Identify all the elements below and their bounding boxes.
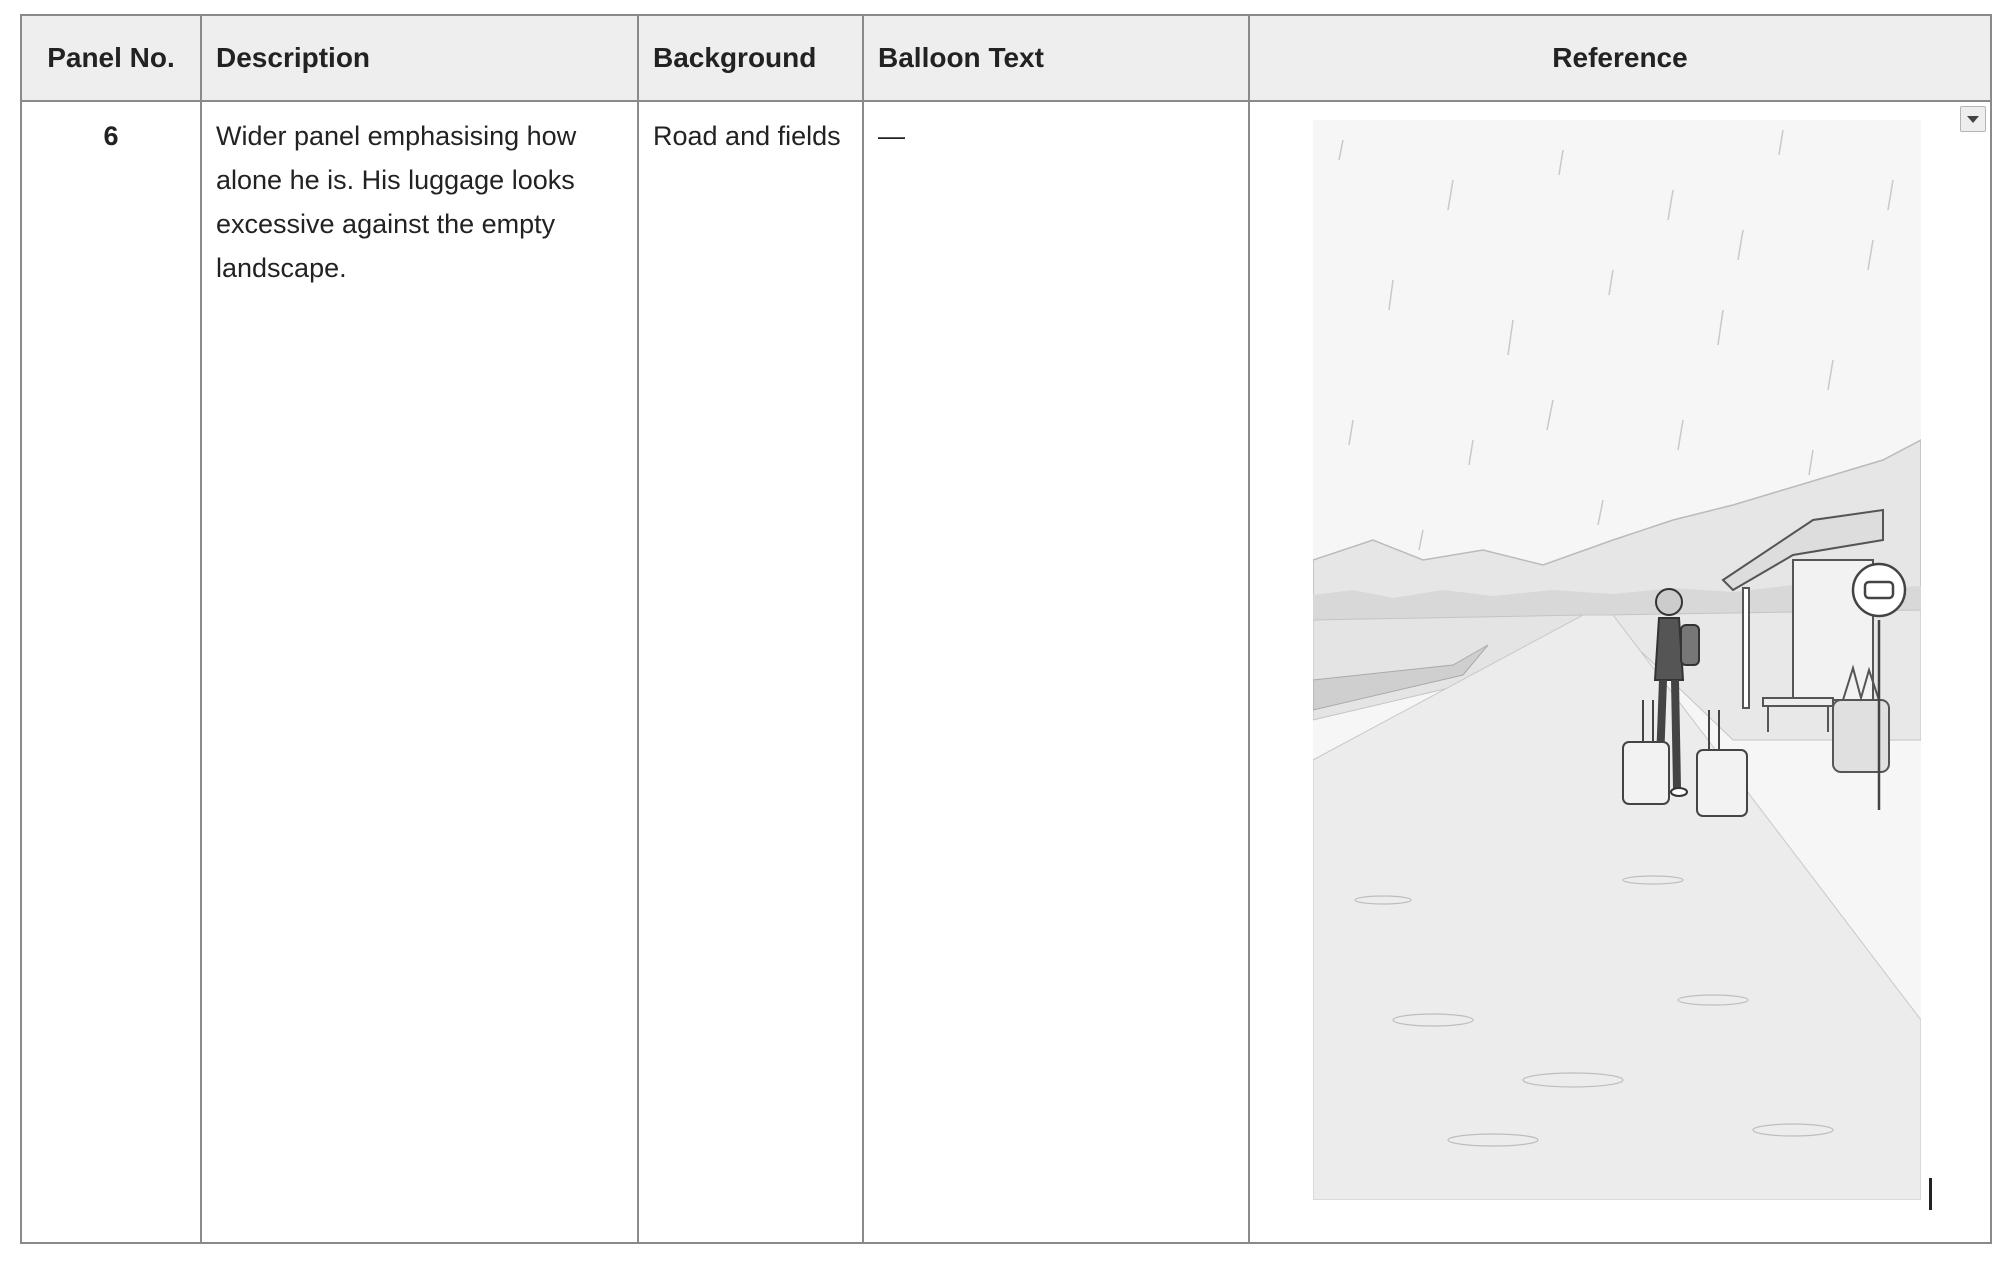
reference-image[interactable] — [1313, 120, 1921, 1200]
header-balloon-text: Balloon Text — [863, 15, 1249, 101]
header-description: Description — [201, 15, 638, 101]
cell-description[interactable]: Wider panel emphasising how alone he is. His luggage looks excessive against the empty landscape. — [201, 101, 638, 1243]
chevron-down-icon[interactable] — [1960, 106, 1986, 132]
table-header-row — [21, 15, 1991, 101]
cell-reference[interactable] — [1249, 101, 1991, 1243]
header-background: Background — [638, 15, 863, 101]
cell-panel-no[interactable]: 6 — [21, 101, 201, 1243]
panel-table — [20, 14, 1992, 1244]
table-row — [21, 101, 1991, 1243]
cell-balloon-text[interactable]: — — [863, 101, 1249, 1243]
text-cursor — [1929, 1178, 1932, 1210]
cell-background[interactable]: Road and fields — [638, 101, 863, 1243]
header-panel-no: Panel No. — [21, 15, 201, 101]
header-reference: Reference — [1249, 15, 1991, 101]
